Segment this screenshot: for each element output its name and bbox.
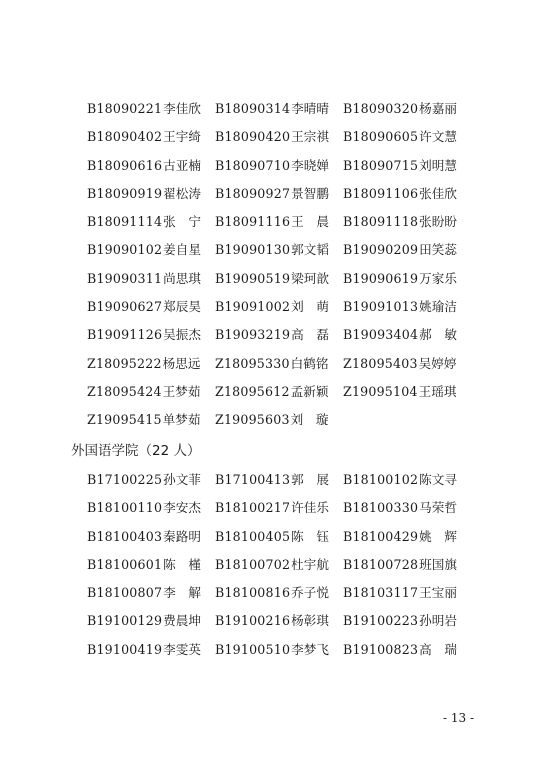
student-id: B18100330 bbox=[343, 500, 419, 516]
student-entry bbox=[87, 265, 201, 293]
student-entry bbox=[343, 95, 457, 123]
student-entry bbox=[87, 579, 214, 607]
student-name: 杨嘉丽 bbox=[419, 101, 457, 116]
table-row bbox=[0, 579, 542, 607]
student-entry bbox=[215, 607, 329, 635]
student-entry bbox=[343, 208, 457, 236]
table-row bbox=[0, 265, 542, 293]
student-entry bbox=[87, 551, 214, 579]
student-id: B17100225 bbox=[87, 472, 163, 487]
student-entry bbox=[343, 236, 457, 264]
student-name: 高瑞 bbox=[419, 641, 470, 657]
student-entry bbox=[343, 579, 457, 607]
student-name: 马荣哲 bbox=[419, 500, 457, 516]
student-id: B18090927 bbox=[215, 185, 291, 201]
student-name: 孟新颖 bbox=[290, 383, 329, 399]
student-entry bbox=[215, 466, 342, 494]
student-entry bbox=[215, 293, 342, 321]
student-entry bbox=[343, 152, 457, 180]
student-id: B18091118 bbox=[343, 214, 419, 230]
student-name: 郑辰昊 bbox=[163, 299, 201, 315]
student-entry bbox=[215, 406, 341, 434]
page-number: - 13 - bbox=[442, 711, 474, 725]
table-row bbox=[0, 321, 542, 349]
student-entry bbox=[87, 321, 201, 349]
student-name: 李雯英 bbox=[163, 641, 201, 657]
student-name: 李安杰 bbox=[163, 500, 201, 516]
student-id: B18091106 bbox=[343, 185, 419, 201]
student-entry bbox=[87, 95, 201, 123]
table-row bbox=[0, 607, 542, 635]
student-name: 李佳欣 bbox=[163, 101, 201, 116]
student-entry bbox=[87, 293, 201, 321]
student-name: 古亚楠 bbox=[163, 157, 201, 173]
student-name: 杨彰琪 bbox=[291, 613, 329, 629]
student-id: B18100429 bbox=[343, 528, 419, 544]
student-name: 陈钰 bbox=[291, 528, 342, 544]
student-entry bbox=[87, 350, 200, 378]
student-name: 景智鹏 bbox=[291, 185, 329, 201]
student-name: 李解 bbox=[163, 585, 214, 601]
student-id: B18090320 bbox=[343, 101, 419, 116]
student-name: 陈文寻 bbox=[419, 472, 457, 487]
student-id: B19090209 bbox=[343, 242, 419, 258]
student-entry bbox=[87, 378, 200, 406]
student-name: 单梦茹 bbox=[162, 412, 201, 428]
student-id: B19090102 bbox=[87, 242, 163, 258]
student-name: 刘明慧 bbox=[419, 157, 457, 173]
student-id: B19093404 bbox=[343, 327, 419, 343]
student-entry bbox=[87, 494, 201, 522]
table-row bbox=[0, 236, 542, 264]
student-name: 田笑蕊 bbox=[419, 242, 457, 258]
student-name: 郝敏 bbox=[419, 327, 470, 343]
student-name: 杜宇航 bbox=[291, 556, 329, 572]
student-name: 陈槿 bbox=[163, 556, 214, 572]
student-entry bbox=[215, 265, 329, 293]
student-entry bbox=[87, 208, 214, 236]
student-id: B19100419 bbox=[87, 641, 163, 657]
student-name: 王晨 bbox=[291, 214, 342, 230]
student-id: B18090605 bbox=[343, 129, 419, 145]
student-name: 秦路明 bbox=[163, 528, 201, 544]
table-row bbox=[0, 494, 542, 522]
student-id: B18100102 bbox=[343, 472, 419, 487]
student-entry bbox=[343, 123, 457, 151]
student-entry bbox=[215, 321, 342, 349]
student-entry bbox=[343, 321, 470, 349]
table-row bbox=[0, 123, 542, 151]
student-id: B19090311 bbox=[87, 270, 163, 286]
student-name: 王梦茹 bbox=[162, 383, 201, 399]
student-name: 刘萌 bbox=[291, 299, 342, 315]
student-id: B18100601 bbox=[87, 556, 163, 572]
table-row bbox=[0, 152, 542, 180]
student-id: B18090710 bbox=[215, 157, 291, 173]
student-entry bbox=[87, 607, 201, 635]
student-name: 班国旗 bbox=[419, 556, 457, 572]
student-name: 姚辉 bbox=[419, 528, 470, 544]
student-id: B18100702 bbox=[215, 556, 291, 572]
student-name: 刘璇 bbox=[290, 412, 342, 428]
student-id: B18090402 bbox=[87, 129, 163, 145]
student-entry bbox=[343, 494, 457, 522]
student-id: B18090420 bbox=[215, 129, 291, 145]
student-id: B19091002 bbox=[215, 299, 291, 315]
student-entry bbox=[343, 265, 457, 293]
table-row bbox=[0, 551, 542, 579]
student-id: B19100823 bbox=[343, 641, 419, 657]
student-entry bbox=[343, 636, 470, 664]
student-name: 杨思远 bbox=[162, 355, 201, 371]
student-entry bbox=[87, 236, 201, 264]
student-id: B19100223 bbox=[343, 613, 419, 629]
student-entry bbox=[215, 523, 342, 551]
student-list-foreign-languages bbox=[0, 466, 542, 664]
student-id: Z18095424 bbox=[87, 383, 162, 399]
student-name: 郭文韬 bbox=[291, 242, 329, 258]
student-name: 吴振杰 bbox=[163, 327, 201, 343]
student-name: 张佳欣 bbox=[419, 185, 457, 201]
student-entry bbox=[87, 180, 201, 208]
table-row bbox=[0, 466, 542, 494]
student-id: B19100510 bbox=[215, 641, 291, 657]
student-name: 李晴晴 bbox=[291, 101, 329, 116]
student-entry bbox=[87, 152, 201, 180]
student-entry bbox=[87, 636, 201, 664]
student-name: 郭展 bbox=[291, 472, 342, 487]
student-entry bbox=[215, 123, 329, 151]
table-row bbox=[0, 95, 542, 123]
student-entry bbox=[215, 208, 342, 236]
student-name: 李晓婵 bbox=[291, 157, 329, 173]
table-row bbox=[0, 378, 542, 406]
student-id: Z19095415 bbox=[87, 412, 162, 428]
student-entry bbox=[215, 636, 329, 664]
student-id: Z19095603 bbox=[215, 412, 290, 428]
student-name: 翟松涛 bbox=[163, 185, 201, 201]
student-name: 王宗祺 bbox=[291, 129, 329, 145]
student-name: 李梦飞 bbox=[291, 641, 329, 657]
student-id: B19090619 bbox=[343, 270, 419, 286]
student-entry bbox=[343, 293, 457, 321]
student-id: B18090616 bbox=[87, 157, 163, 173]
student-entry bbox=[215, 180, 329, 208]
student-entry bbox=[87, 123, 201, 151]
student-entry bbox=[343, 378, 456, 406]
student-id: B18090314 bbox=[215, 101, 291, 116]
student-name: 万家乐 bbox=[419, 270, 457, 286]
student-name: 吴婷婷 bbox=[418, 355, 457, 371]
student-id: B18100807 bbox=[87, 585, 163, 601]
student-id: B18100816 bbox=[215, 585, 291, 601]
student-id: B18100405 bbox=[215, 528, 291, 544]
student-name: 王瑶琪 bbox=[418, 383, 457, 399]
student-name: 张宁 bbox=[163, 214, 214, 230]
student-name: 孙文菲 bbox=[163, 472, 201, 487]
student-name: 王宇绮 bbox=[163, 129, 201, 145]
student-id: Z18095403 bbox=[343, 355, 418, 371]
student-name: 许文慧 bbox=[419, 129, 457, 145]
student-id: B18100403 bbox=[87, 528, 163, 544]
student-id: B19091126 bbox=[87, 327, 163, 343]
student-id: Z19095104 bbox=[343, 383, 418, 399]
student-name: 高磊 bbox=[291, 327, 342, 343]
student-id: B18100728 bbox=[343, 556, 419, 572]
student-id: B18090919 bbox=[87, 185, 163, 201]
student-id: B19090519 bbox=[215, 270, 291, 286]
student-id: B19090627 bbox=[87, 299, 163, 315]
student-entry bbox=[87, 466, 201, 494]
student-list-continued bbox=[0, 95, 542, 435]
table-row bbox=[0, 350, 542, 378]
student-name: 梁珂歆 bbox=[291, 270, 329, 286]
student-id: Z18095330 bbox=[215, 355, 290, 371]
student-entry bbox=[343, 466, 457, 494]
student-entry bbox=[215, 350, 328, 378]
student-id: B19100216 bbox=[215, 613, 291, 629]
student-name: 王宝丽 bbox=[419, 585, 457, 601]
table-row bbox=[0, 208, 542, 236]
student-entry bbox=[215, 152, 329, 180]
section-heading: 外国语学院（22 人） bbox=[71, 443, 201, 459]
student-id: B18100110 bbox=[87, 500, 163, 516]
student-name: 费晨坤 bbox=[163, 613, 201, 629]
student-entry bbox=[215, 378, 328, 406]
student-name: 白鹤铭 bbox=[290, 355, 329, 371]
student-name: 张盼盼 bbox=[419, 214, 457, 230]
student-id: B19091013 bbox=[343, 299, 419, 315]
student-id: B19100129 bbox=[87, 613, 163, 629]
student-id: B18091114 bbox=[87, 214, 163, 230]
student-name: 姜自星 bbox=[163, 242, 201, 258]
student-entry bbox=[215, 579, 329, 607]
student-name: 乔子悦 bbox=[291, 585, 329, 601]
table-row bbox=[0, 523, 542, 551]
student-entry bbox=[343, 180, 457, 208]
student-entry bbox=[343, 350, 456, 378]
student-entry bbox=[87, 406, 200, 434]
student-id: B19093219 bbox=[215, 327, 291, 343]
table-row bbox=[0, 180, 542, 208]
student-id: B17100413 bbox=[215, 472, 291, 487]
student-id: B18090221 bbox=[87, 101, 163, 116]
student-entry bbox=[343, 551, 457, 579]
student-name: 孙明岩 bbox=[419, 613, 457, 629]
student-id: Z18095612 bbox=[215, 383, 290, 399]
student-entry bbox=[87, 523, 201, 551]
student-entry bbox=[215, 494, 329, 522]
student-entry bbox=[215, 551, 329, 579]
student-id: B18091116 bbox=[215, 214, 291, 230]
student-id: Z18095222 bbox=[87, 355, 162, 371]
student-name: 姚瑜洁 bbox=[419, 299, 457, 315]
table-row bbox=[0, 293, 542, 321]
student-id: B18103117 bbox=[343, 585, 419, 601]
student-name: 许佳乐 bbox=[291, 500, 329, 516]
student-id: B18100217 bbox=[215, 500, 291, 516]
student-entry bbox=[215, 95, 329, 123]
student-name: 尚思琪 bbox=[163, 270, 201, 286]
student-id: B18090715 bbox=[343, 157, 419, 173]
student-entry bbox=[343, 523, 470, 551]
student-id: B19090130 bbox=[215, 242, 291, 258]
table-row bbox=[0, 636, 542, 664]
student-entry bbox=[215, 236, 329, 264]
student-entry bbox=[343, 607, 457, 635]
table-row bbox=[0, 406, 542, 434]
